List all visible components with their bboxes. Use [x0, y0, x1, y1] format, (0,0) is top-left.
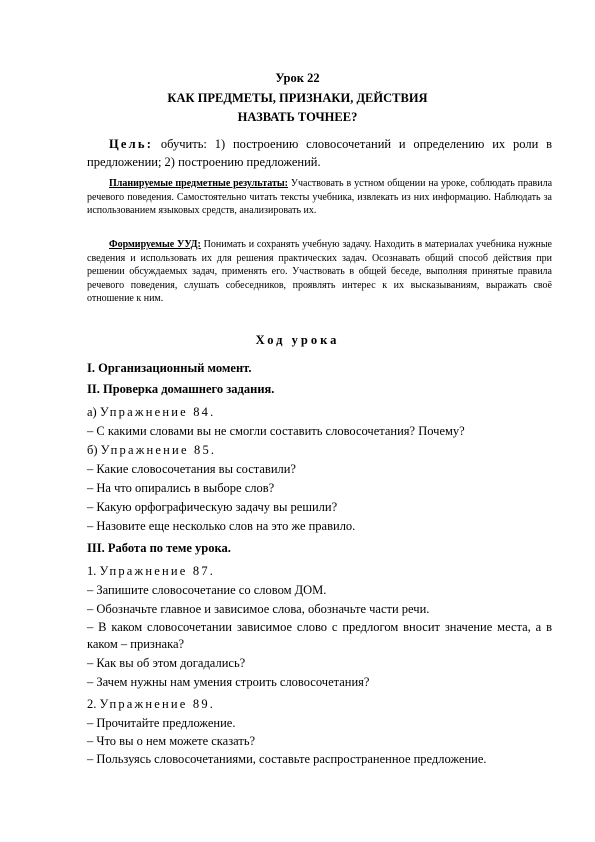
homework-a-exercise: Упражнение 84.: [99, 405, 216, 419]
work-ex1-exercise: Упражнение 87.: [99, 564, 216, 578]
uud-paragraph: [87, 238, 552, 306]
lesson-number: Урок 22: [275, 71, 320, 85]
work-ex2-question-1: – Прочитайте предложение.: [87, 716, 236, 730]
work-ex1-question-5: – Зачем нужны нам умения строить словосочетания?: [87, 675, 370, 689]
homework-b-question-1: – Какие словосочетания вы составили?: [87, 462, 296, 476]
homework-b-exercise: Упражнение 85.: [100, 443, 217, 457]
section-1-heading: I. Организационный момент.: [87, 361, 252, 375]
planned-results-text: Участвовать в устном общении на уроке, соблюдать правила речевого поведения. Самостоятельно читать тексты учебника, извлекать из них информацию. Наблюдать за использованием языковых средств, анализировать их.: [87, 178, 553, 217]
homework-a-line: [87, 405, 215, 420]
course-heading: Ход урока: [255, 333, 340, 347]
work-ex2-question-2: – Что вы о нем можете сказать?: [87, 734, 256, 748]
work-ex1-question-2: – Обозначьте главное и зависимое слова, обозначьте части речи.: [87, 602, 430, 616]
work-ex1-prefix: 1.: [87, 564, 97, 578]
goal-label: Цель:: [109, 137, 154, 151]
goal-text: обучить: 1) построению словосочетаний и определению их роли в предложении; 2) построению предложений.: [87, 137, 552, 169]
work-ex2-line: [87, 697, 215, 712]
work-ex1-line: [87, 564, 215, 579]
lesson-title-line2: НАЗВАТЬ ТОЧНЕЕ?: [237, 110, 358, 124]
work-ex1-question-3: – В каком словосочетании зависимое слово с предлогом вносит значение места, а в каком – признака?: [87, 620, 552, 651]
work-ex2-prefix: 2.: [87, 697, 97, 711]
lesson-title-line1: КАК ПРЕДМЕТЫ, ПРИЗНАКИ, ДЕЙСТВИЯ: [167, 91, 428, 105]
homework-a-prefix: а): [87, 405, 97, 419]
homework-b-question-2: – На что опирались в выборе слов?: [87, 481, 275, 495]
homework-a-question-1: – С какими словами вы не смогли составить словосочетания? Почему?: [87, 424, 465, 438]
goal-paragraph: [87, 136, 552, 171]
section-3-heading: III. Работа по теме урока.: [87, 541, 231, 555]
homework-b-question-3: – Какую орфографическую задачу вы решили?: [87, 500, 338, 514]
uud-text: Понимать и сохранять учебную задачу. Находить в материалах учебника нужные сведения и использовать их для решения практических задач. Осознавать общий способ действия при решении обсуждаемых задач, применять его. Участвовать в общей беседе, выполняя принятые правила речевого поведения, слушать собеседников, проявлять интерес к их высказываниям, выражать своё отношение к ним.: [87, 239, 552, 305]
work-ex1-question-1: – Запишите словосочетание со словом ДОМ.: [87, 583, 327, 597]
work-ex2-question-3: – Пользуясь словосочетаниями, составьте распространенное предложение.: [87, 752, 487, 766]
homework-b-prefix: б): [87, 443, 98, 457]
planned-results-label: Планируемые предметные результаты:: [109, 178, 289, 189]
homework-b-question-4: – Назовите еще несколько слов на это же правило.: [87, 519, 356, 533]
work-ex1-question-4: – Как вы об этом догадались?: [87, 656, 246, 670]
uud-label: Формируемые УУД:: [109, 239, 201, 250]
planned-results-paragraph: [87, 177, 552, 218]
section-2-heading: II. Проверка домашнего задания.: [87, 382, 275, 396]
work-ex2-exercise: Упражнение 89.: [99, 697, 216, 711]
homework-b-line: [87, 443, 216, 458]
